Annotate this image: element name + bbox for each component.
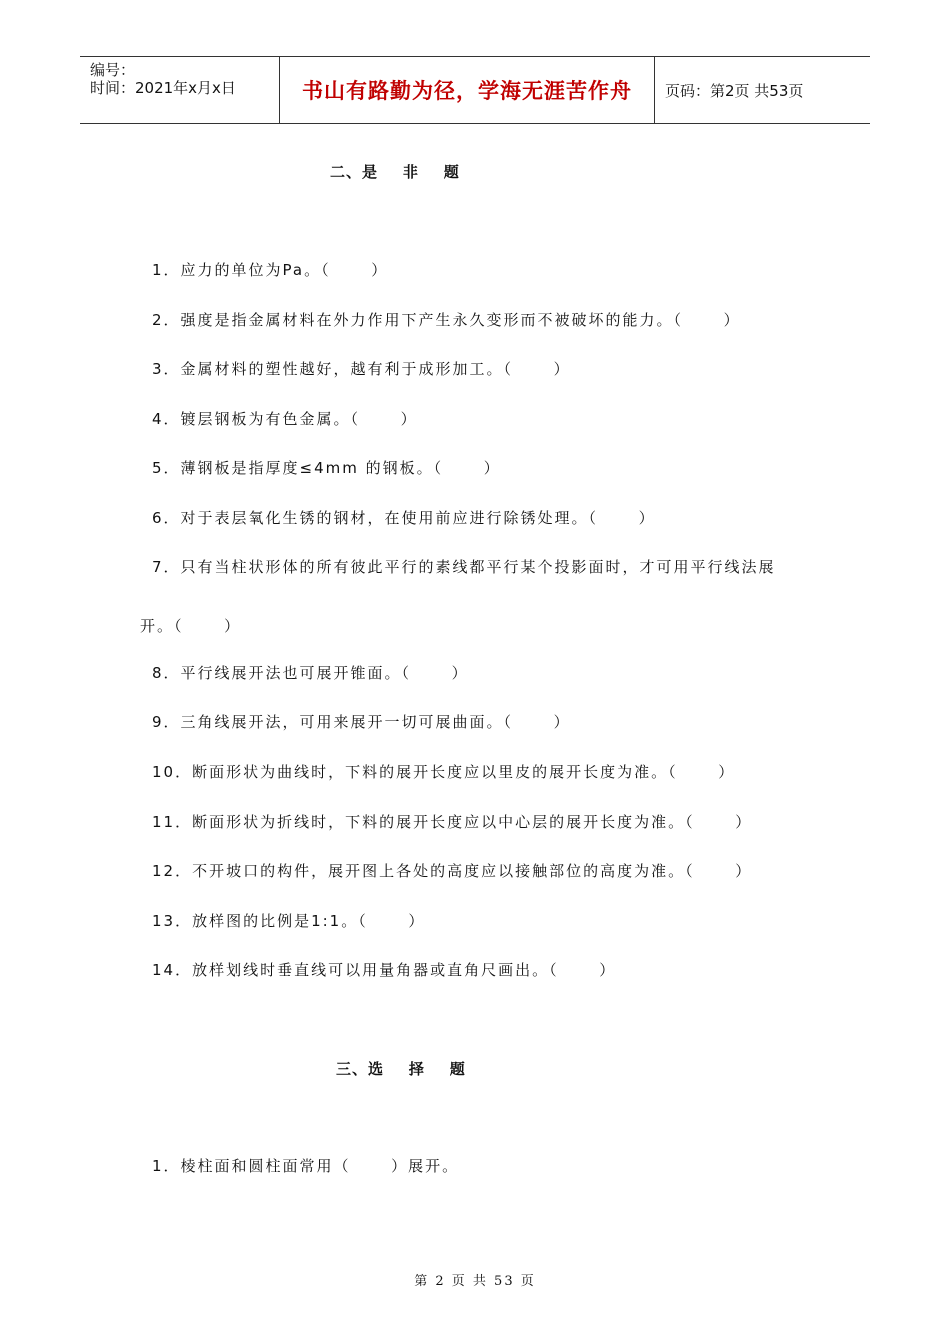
- question-item: 5．薄钢板是指厚度≤4mm 的钢板。（ ）: [152, 459, 501, 477]
- document-header: [80, 56, 870, 124]
- question-item-continuation: 开。（ ）: [140, 617, 242, 635]
- question-item: 1．应力的单位为Pa。（ ）: [152, 261, 389, 279]
- question-item: 10．断面形状为曲线时，下料的展开长度应以里皮的展开长度为准。（ ）: [152, 763, 736, 781]
- header-left-cell: [80, 57, 280, 123]
- question-item: 12．不开坡口的构件，展开图上各处的高度应以接触部位的高度为准。（ ）: [152, 862, 753, 880]
- question-item: 13．放样图的比例是1:1。（ ）: [152, 912, 426, 930]
- section-title-multiple-choice: 三、选 择 题: [336, 1060, 466, 1078]
- question-item: 1．棱柱面和圆柱面常用（ ）展开。: [152, 1157, 460, 1175]
- question-item: 6．对于表层氧化生锈的钢材，在使用前应进行除锈处理。（ ）: [152, 509, 656, 527]
- question-item: 9．三角线展开法，可用来展开一切可展曲面。（ ）: [152, 713, 571, 731]
- question-item: 3．金属材料的塑性越好，越有利于成形加工。（ ）: [152, 360, 571, 378]
- motto-text: 书山有路勤为径，学海无涯苦作舟: [280, 57, 655, 123]
- page-info: 页码：第2页 共53页: [665, 81, 804, 100]
- question-item: 2．强度是指金属材料在外力作用下产生永久变形而不被破坏的能力。（ ）: [152, 311, 741, 329]
- question-item: 7．只有当柱状形体的所有彼此平行的素线都平行某个投影面时，才可用平行线法展: [152, 558, 776, 576]
- question-item: 4．镀层钢板为有色金属。（ ）: [152, 410, 418, 428]
- page-footer: 第 2 页 共 53 页: [414, 1274, 536, 1289]
- section-title-true-false: 二、是 非 题: [330, 163, 460, 181]
- question-item: 8．平行线展开法也可展开锥面。（ ）: [152, 664, 469, 682]
- question-item: 11．断面形状为折线时，下料的展开长度应以中心层的展开长度为准。（ ）: [152, 813, 753, 831]
- number-label: 编号：: [90, 61, 136, 79]
- time-label: 时间：2021年x月x日: [90, 79, 236, 97]
- question-item: 14．放样划线时垂直线可以用量角器或直角尺画出。（ ）: [152, 961, 617, 979]
